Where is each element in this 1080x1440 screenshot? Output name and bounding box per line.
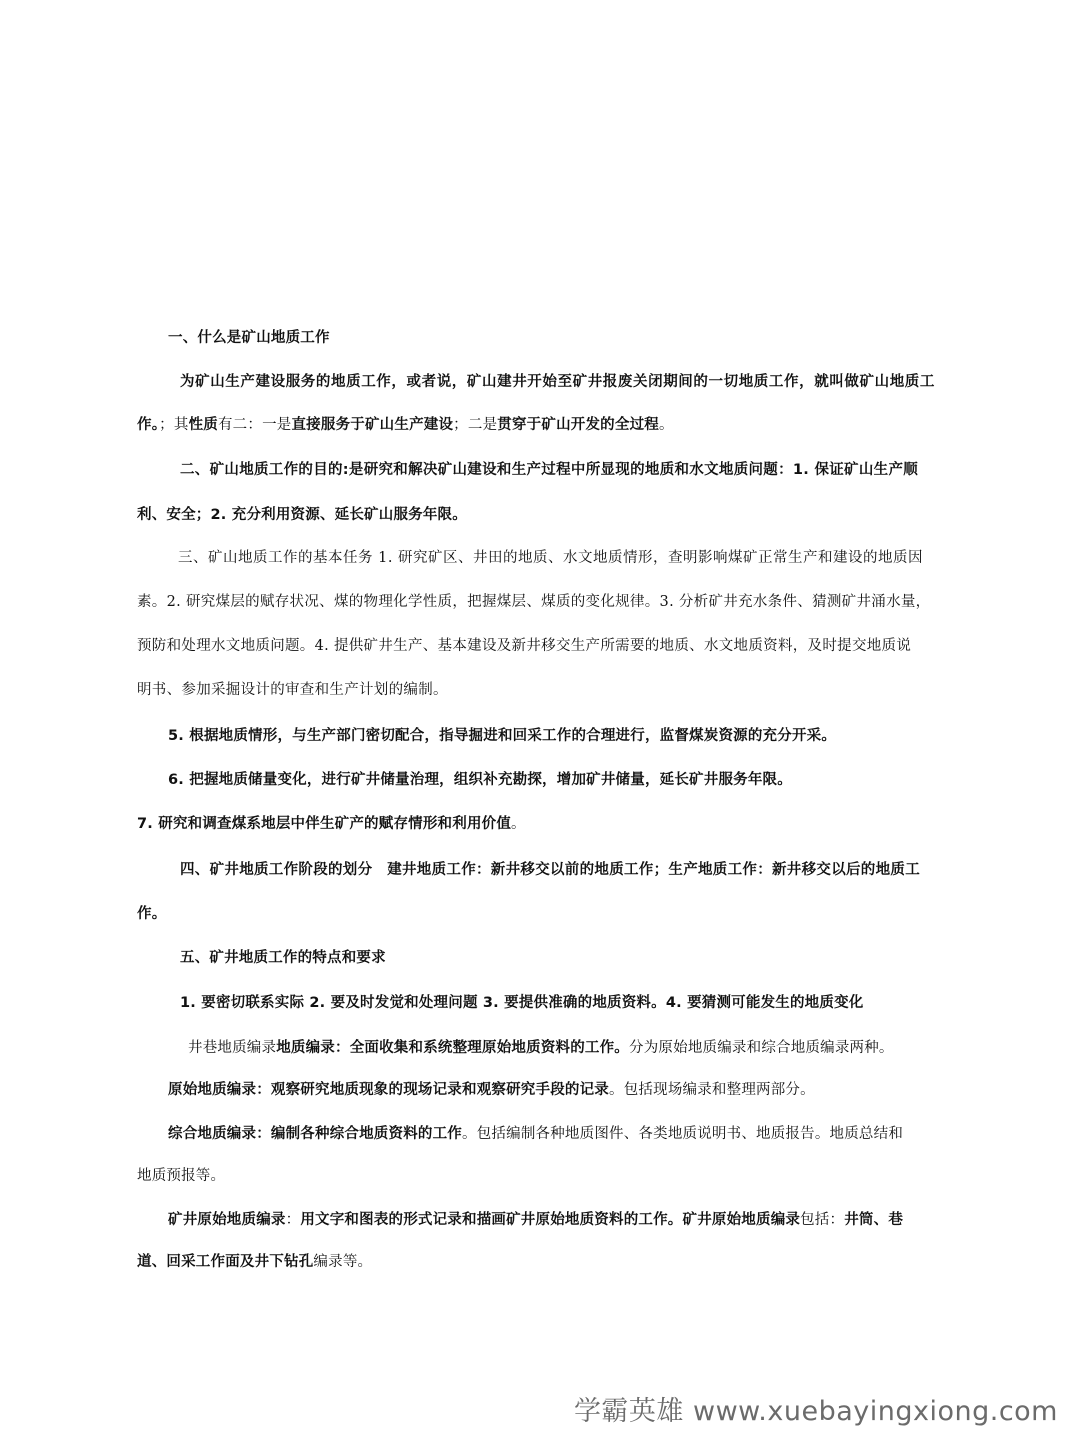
text-run: 贯穿于矿山开发的全过程 [497, 417, 659, 433]
text-run: 地质编录：全面收集和系统整理原始地质资料的工作。 [276, 1040, 630, 1056]
text-run: 原始地质编录 [168, 1082, 257, 1098]
zonghe-paragraph-line-2: 地质预报等。 [137, 1168, 226, 1184]
text-run: ： [285, 1212, 301, 1228]
text-run: 作。 [137, 417, 160, 433]
section-5-heading: 五、矿井地质工作的特点和要求 [180, 950, 386, 966]
text-run: 。包括编制各种地质图件、各类地质说明书、地质报告。地质总结和 [462, 1126, 904, 1142]
text-run: ：编制各种综合地质资料的工作 [256, 1126, 463, 1142]
text-run: ：观察研究地质现象的现场记录和观察研究手段的记录 [256, 1082, 610, 1098]
text-run: 分为原始地质编录和综合地质编录两种。 [629, 1040, 894, 1056]
task-item-5: 5. 根据地质情形，与生产部门密切配合，指导掘进和回采工作的合理进行，监督煤炭资源的充分开采。 [168, 728, 837, 744]
task-item-7 [137, 814, 526, 834]
section-3-line-4: 明书、参加采掘设计的审查和生产计划的编制。 [137, 682, 448, 698]
text-run: 矿井原始地质编录 [168, 1212, 286, 1228]
section-4-line-1: 四、矿井地质工作阶段的划分 建井地质工作：新井移交以前的地质工作；生产地质工作：新井移交以后的地质工 [180, 862, 920, 878]
text-run: 。 [511, 816, 526, 832]
text-run: 综合地质编录 [168, 1126, 257, 1142]
text-run: 井筒、巷 [844, 1212, 904, 1228]
section-2-line-2: 利、安全；2. 充分利用资源、延长矿山服务年限。 [137, 507, 467, 523]
text-run: 性质 [188, 417, 218, 433]
section-1-heading: 一、什么是矿山地质工作 [168, 330, 330, 346]
section-2-line-1: 二、矿山地质工作的目的:是研究和解决矿山建设和生产过程中所显现的地质和水文地质问题：1. 保证矿山生产顺 [180, 462, 919, 478]
text-run: ；其 [159, 417, 189, 433]
section-1-paragraph-line-1: 为矿山生产建设服务的地质工作，或者说，矿山建井开始至矿井报废关闭期间的一切地质工作，就叫做矿山地质工 [180, 374, 935, 390]
text-run: 等。 [342, 1254, 373, 1270]
text-run: 有二：一是 [217, 417, 292, 433]
text-run: 井巷地质编录 [188, 1040, 277, 1056]
text-run: 7. 研究和调查煤系地层中伴生矿产的赋存情形和利用价值 [137, 816, 512, 832]
text-run: 。 [658, 417, 674, 433]
zonghe-paragraph-line-1 [168, 1124, 903, 1144]
text-run: 编录 [313, 1254, 343, 1270]
site-watermark: 学霸英雄 www.xuebayingxiong.com [573, 1396, 1058, 1427]
yuanshi-paragraph [168, 1080, 815, 1100]
section-4-line-2: 作。 [137, 906, 167, 922]
section-3-line-1: 三、矿山地质工作的基本任务 1. 研究矿区、井田的地质、水文地质情形，查明影响煤矿正常生产和建设的地质因 [178, 550, 924, 566]
section-1-paragraph-line-2 [137, 415, 674, 435]
text-run: 道、回采工作面及井下钻孔 [137, 1254, 314, 1270]
text-run: 直接服务于矿山生产建设 [291, 417, 454, 433]
bianlu-paragraph [188, 1038, 894, 1058]
task-item-6: 6. 把握地质储量变化，进行矿井储量治理，组织补充勘探，增加矿井储量，延长矿井服务年限。 [168, 772, 792, 788]
text-run: 包括： [800, 1212, 845, 1228]
kuangjing-paragraph-line-1 [168, 1210, 903, 1230]
section-3-line-3: 预防和处理水文地质问题。4. 提供矿井生产、基本建设及新井移交生产所需要的地质、水文地质资料，及时提交地质说 [137, 638, 912, 654]
text-run: ；二是 [453, 417, 498, 433]
section-3-line-2: 素。2. 研究煤层的赋存状况、煤的物理化学性质，把握煤层、煤质的变化规律。3. 分析矿井充水条件、猜测矿井涌水量， [137, 594, 931, 610]
section-5-items: 1. 要密切联系实际 2. 要及时发觉和处理问题 3. 要提供准确的地质资料。4. 要猜测可能发生的地质变化 [180, 995, 864, 1011]
text-run: 。包括现场编录和整理两部分。 [609, 1082, 815, 1098]
kuangjing-paragraph-line-2 [137, 1252, 372, 1272]
text-run: 用文字和图表的形式记录和描画矿井原始地质资料的工作。矿井原始地质编录 [300, 1212, 801, 1228]
